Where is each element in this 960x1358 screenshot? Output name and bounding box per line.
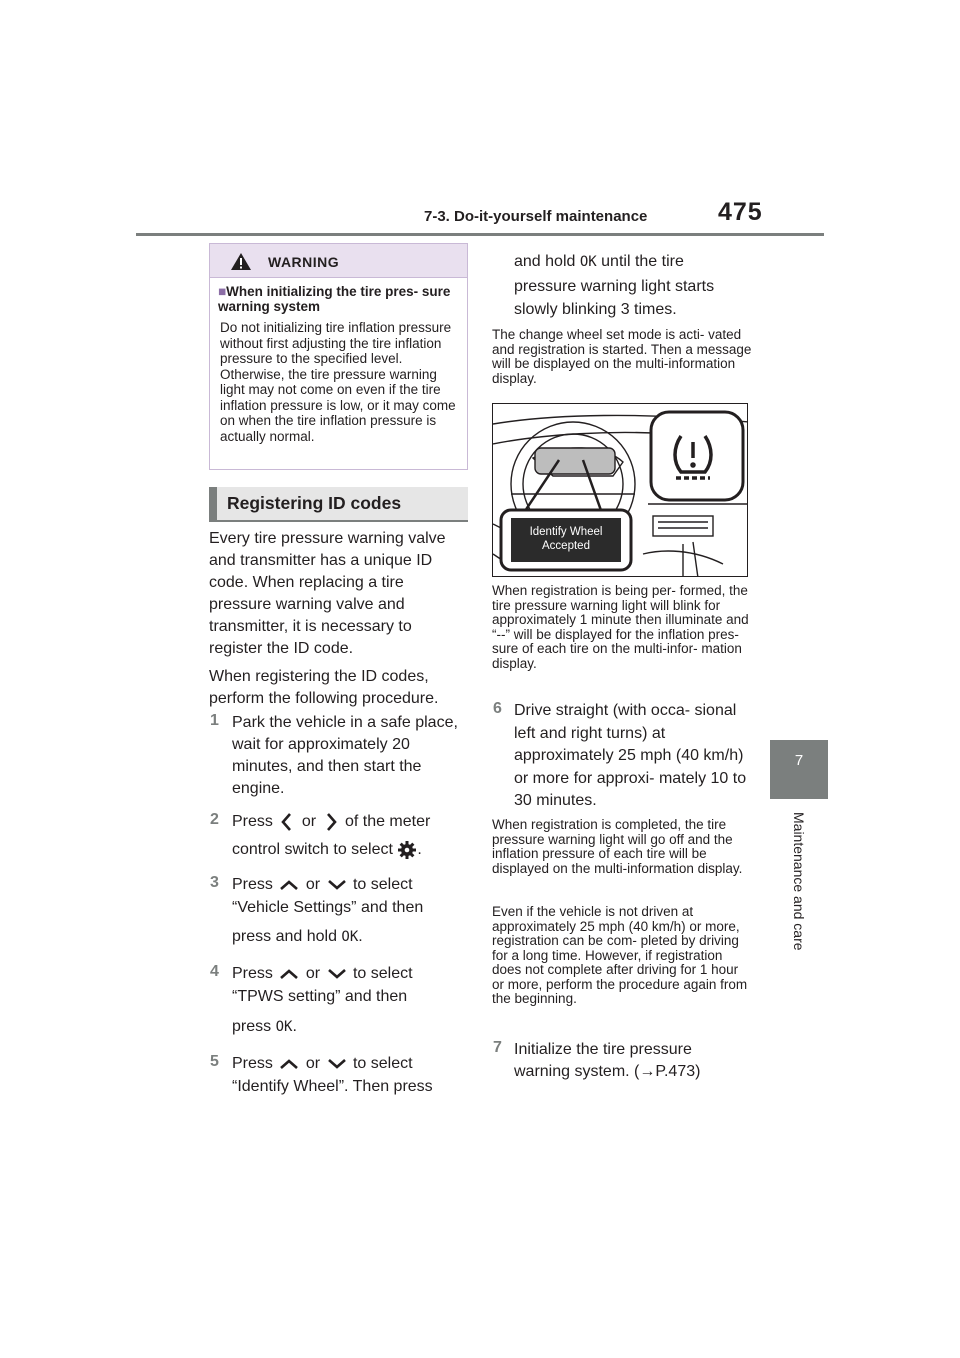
step-text: until the tire [601, 253, 684, 270]
chevron-right-icon [321, 811, 341, 833]
chapter-label [787, 812, 811, 1012]
step-1-text: Park the vehicle in a safe place, wait for approximately 20 minutes, and then start the engine. [232, 714, 458, 797]
step-number: 5 [210, 1053, 219, 1070]
step-text: and hold [514, 253, 576, 270]
section-heading [209, 487, 468, 521]
step-text: or [305, 1055, 321, 1072]
step-5-line-2: “Identify Wheel”. Then press [232, 1078, 433, 1095]
step-4-line-2: “TPWS setting” and then [232, 988, 408, 1005]
step-number: 4 [210, 963, 219, 980]
warning-subtitle-text: When initializing the tire pres- sure warning system [218, 284, 451, 314]
page-reference-link[interactable]: P.473) [655, 1063, 701, 1080]
warning-triangle-icon [230, 252, 252, 271]
step-text: or [305, 876, 321, 893]
tpms-callout-box [651, 412, 743, 500]
square-bullet-icon: ■ [218, 284, 227, 299]
step-number: 2 [210, 811, 219, 828]
step-text: Press [232, 813, 273, 831]
display-message [511, 525, 621, 553]
step-number: 1 [210, 712, 219, 729]
header-rule [136, 233, 824, 236]
step-2-line-2 [232, 839, 472, 861]
step-text: Press [232, 876, 273, 893]
warning-box [209, 243, 468, 470]
intro-paragraph: Every tire pressure warning valve and transmitter has a unique ID code. When replacing a tire pressure warning valve and transmitter, it is necessary to register the ID code. [209, 530, 446, 657]
chevron-down-icon [325, 966, 349, 982]
chevron-down-icon [325, 1056, 349, 1072]
step-text: . [292, 1018, 297, 1035]
step-4-line-3 [232, 1016, 472, 1038]
step-text: or [301, 813, 317, 831]
warning-body: Do not initializing tire inflation pressure without first adjusting the tire inflation pressure to the specified level. Otherwise, the tire pressure warning light may not come on even if the tire inflation pressure is low, or it may come on when the tire inflation pressure is actually normal. [220, 320, 456, 444]
step-text: . [417, 841, 422, 858]
chevron-down-icon [325, 877, 349, 893]
step-2-line-1 [232, 811, 472, 833]
ok-button-icon: OK [579, 254, 597, 270]
step-text: control switch to select [232, 841, 393, 858]
display-message-line-1: Identify Wheel [529, 526, 603, 538]
chevron-up-icon [277, 966, 301, 982]
step-text: Press [232, 1055, 273, 1072]
chapter-label-text: Maintenance and care [791, 812, 807, 951]
chevron-left-icon [277, 811, 297, 833]
display-message-line-2: Accepted [542, 540, 590, 552]
note-long-drive: Even if the vehicle is not driven at approximately 25 mph (40 km/h) or more, registration can be com- pleted by driving for a long time. However, if registration does not complete after driving for 1 hour or more, perform the procedure again from the beginning. [492, 904, 748, 1006]
step-text: press and hold [232, 928, 337, 945]
ok-button-icon: OK [341, 929, 359, 945]
step-text: Initialize the tire pressure warning system. ( [514, 1041, 692, 1080]
step-text: or [305, 965, 321, 982]
note-registration-complete: When registration is completed, the tire pressure warning light will go off and the inflation pressure of each tire will be displayed on the multi-information display. [492, 817, 743, 876]
step-text: Press [232, 965, 273, 982]
step-7-text [514, 1039, 750, 1083]
arrow-right-icon: → [639, 1063, 656, 1080]
note-registration-progress: When registration is being per- formed, the tire pressure warning light will blink for approximately 1 minute then illuminate and “--” will be displayed for the inflation pres- sure of each tire on the multi-infor- mation display. [492, 583, 749, 671]
step-text: to select [352, 965, 413, 982]
warning-title: WARNING [268, 254, 340, 270]
step-text: to select [352, 1055, 413, 1072]
note-registration-start: The change wheel set mode is acti- vated and registration is started. Then a message will be displayed on the multi-information display. [492, 327, 752, 386]
step-text: . [358, 928, 363, 945]
warning-subtitle [218, 284, 463, 314]
step-5-line-1 [232, 1053, 472, 1075]
chapter-tab [770, 740, 828, 799]
step-number: 6 [493, 700, 502, 717]
step-5-line-3 [514, 251, 764, 273]
step-3-line-3 [232, 926, 472, 948]
step-number: 7 [493, 1039, 502, 1056]
step-text: press [232, 1018, 272, 1035]
chapter-number: 7 [794, 752, 804, 769]
dashboard-illustration [492, 403, 748, 577]
step-5-line-4: pressure warning light starts [514, 278, 715, 295]
step-6-text: Drive straight (with occa- sional left and right turns) at approximately 25 mph (40 km/h) or more for approxi- mately 10 to 30 minutes. [514, 702, 747, 809]
ok-button-icon: OK [275, 1019, 293, 1035]
procedure-intro: When registering the ID codes, perform the following procedure. [209, 668, 439, 707]
step-text: to select [352, 876, 413, 893]
step-3-line-1 [232, 874, 472, 896]
section-heading-text: Registering ID codes [227, 493, 402, 513]
step-text: of the meter [344, 813, 431, 831]
section-rule [209, 520, 468, 522]
gear-icon [397, 840, 417, 860]
step-3-line-2: “Vehicle Settings” and then [232, 899, 424, 916]
step-5-line-5: slowly blinking 3 times. [514, 301, 677, 318]
chevron-up-icon [277, 1056, 301, 1072]
warning-header [210, 244, 467, 278]
section-title: 7-3. Do-it-yourself maintenance [424, 208, 648, 225]
step-4-line-1 [232, 963, 472, 985]
step-number: 3 [210, 874, 219, 891]
page-number: 475 [718, 198, 763, 226]
chevron-up-icon [277, 877, 301, 893]
